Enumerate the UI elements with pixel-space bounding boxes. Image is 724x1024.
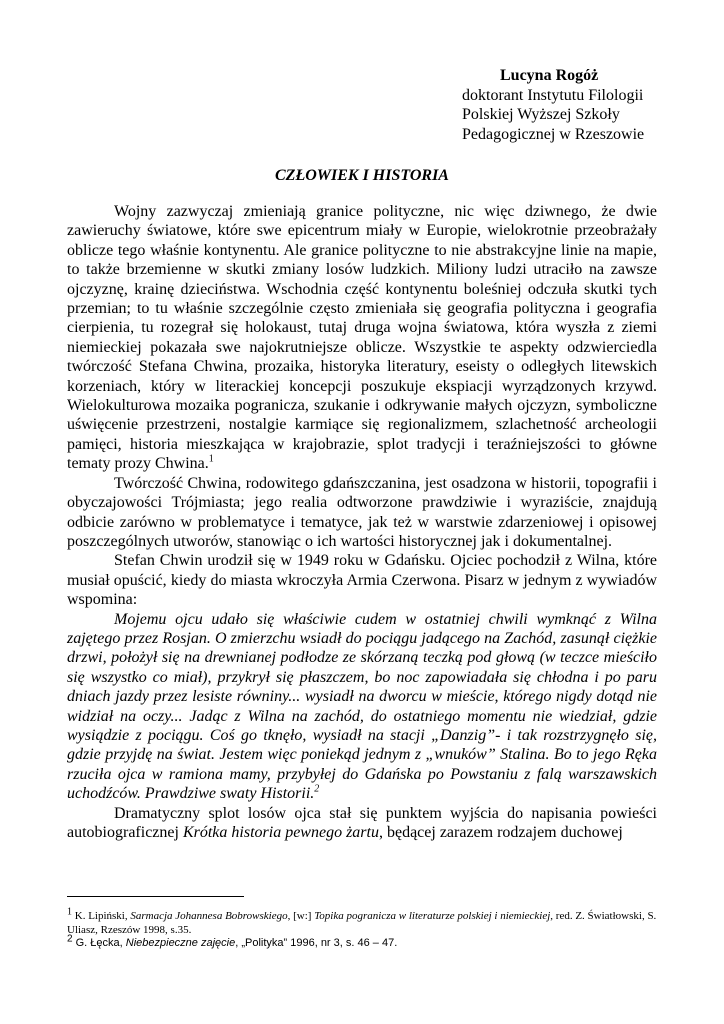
author-affiliation-line: Polskiej Wyższej Szkoły — [462, 106, 620, 123]
footnote-number: 2 — [67, 933, 73, 945]
block-quote — [67, 610, 657, 804]
book-title: Krótka historia pewnego żartu — [182, 824, 379, 841]
paragraph: Stefan Chwin urodził się w 1949 roku w Gdańsku. Ojciec pochodził z Wilna, które musiał opuścić, kiedy do miasta wkroczyła Armia Czerwona. Pisarz w jednym z wywiadów wspomina: — [67, 552, 657, 609]
footnote-text: , red. Z. Światłowski, S. Uliasz, Rzeszów 1998, s.35. — [67, 910, 657, 936]
footnote-title: Topika pogranicza w literaturze polskiej i niemieckiej — [314, 910, 551, 922]
paragraph-text: Dramatyczny splot losów ojca stał się punktem wyjścia do napisania powieści autobiograficznej — [67, 804, 657, 841]
footnote-divider — [67, 896, 244, 897]
footnote-text: G. Łęcka, — [72, 937, 126, 949]
footnote-text: K. Lipiński, — [72, 910, 131, 922]
paragraph — [67, 202, 657, 474]
author-affiliation-line: doktorant Instytutu Filologii — [462, 86, 644, 104]
author-name: Lucyna Rogóż — [500, 67, 599, 84]
footnote-text: , „Polityka” 1996, nr 3, s. 46 – 47. — [235, 937, 398, 949]
footnote-title: Sarmacja Johannesa Bobrowskiego — [130, 910, 288, 922]
footnotes — [67, 906, 657, 951]
article-body — [67, 202, 657, 842]
paragraph-text: Wojny zazwyczaj zmieniają granice polityczne, nic więc dziwnego, że dwie zawieruchy światowe, które swe epicentrum miały w Europie, wielokrotnie przeobrażały oblicze tego właśnie kontynentu. Ale granice polityczne to nie abstrakcyjne linie na mapie, to także brzemienne w skutki zmiany losów ludzkich. Miliony ludzi utraciło na zawsze ojczyznę, krainę dzieciństwa. Wschodnia część kontynentu boleśniej odczuła skutki tych przemian; to tu właśnie szczególnie często zmieniała się geografia polityczna i geografia cierpienia, tu rozegrał się holokaust, tutaj druga wojna światowa, która wyszła z ziemi niemieckiej pokazała swe najokrutniejsze oblicze. Wszystkie te aspekty odzwierciedla twórczość Stefana Chwina, prozaika, historyka literatury, eseisty o odległych litewskich korzeniach, który w literackiej koncepcji poszukuje ekspiacji wyrządzonych krzywd. Wielokulturowa mozaika pogranicza, szukanie i odkrywanie małych ojczyzn, symboliczne uświęcenie przestrzeni, nostalgie karmiące się regionalizmem, szlachetność archeologii pamięci, historia mieszkająca w krajobrazie, splot tradycji i teraźniejszości to główne tematy prozy Chwina. — [67, 203, 657, 473]
footnote — [67, 906, 657, 937]
article-title: CZŁOWIEK I HISTORIA — [275, 167, 449, 184]
author-affiliation-line: Pedagogicznej w Rzeszowie — [462, 125, 645, 143]
paragraph: Twórczość Chwina, rodowitego gdańszczanina, jest osadzona w historii, topografii i obyczajowości Trójmiasta; jego realia odtworzone prawdziwie i wyraziście, znajdują odbicie zarówno w problematyce i tematyce, jak też w warstwie zdarzeniowej i opisowej poszczególnych utworów, stanowiąc o ich wartości historycznej jak i dokumentalnej. — [67, 474, 657, 550]
footnote — [67, 933, 657, 951]
footnote-title: Niebezpieczne zajęcie — [125, 937, 236, 949]
footnote-text: , [w:] — [287, 910, 315, 922]
author-block — [462, 66, 644, 144]
footnote-number: 1 — [67, 906, 72, 918]
footnote-ref: 1 — [208, 453, 214, 465]
paragraph-text: , będącej zarazem rodzajem duchowej — [378, 824, 623, 841]
footnote-ref: 2 — [314, 783, 320, 795]
paragraph — [67, 804, 657, 843]
quote-text: Mojemu ojcu udało się właściwie cudem w ostatniej chwili wymknąć z Wilna zajętego przez Rosjan. O zmierzchu wsiadł do pociągu jadącego na Zachód, zasunął ciężkie drzwi, położył się na drewnianej podłodze ze skórzaną teczką pod głową (w teczce mieściło się wszystko co miał), przykrył się płaszczem, bo noc zapowiadała się chłodna i po paru dniach jazdy przez lesiste równiny... wysiadł na dworcu w mieście, którego nigdy dotąd nie widział na oczy... Jadąc z Wilna na zachód, do ostatniego momentu nie wiedział, gdzie wysiądzie z pociągu. Coś go tknęło, wysiadł na stacji „Danzig”- i tak rozstrzygnęło się, gdzie przyjdę na świat. Jestem więc poniekąd jednym z „wnuków” Stalina. Bo to jego Ręka rzuciła ojca w ramiona mamy, przybyłej do Gdańska po Powstaniu z falą warszawskich uchodźców. Prawdziwe swaty Historii. — [67, 610, 657, 803]
